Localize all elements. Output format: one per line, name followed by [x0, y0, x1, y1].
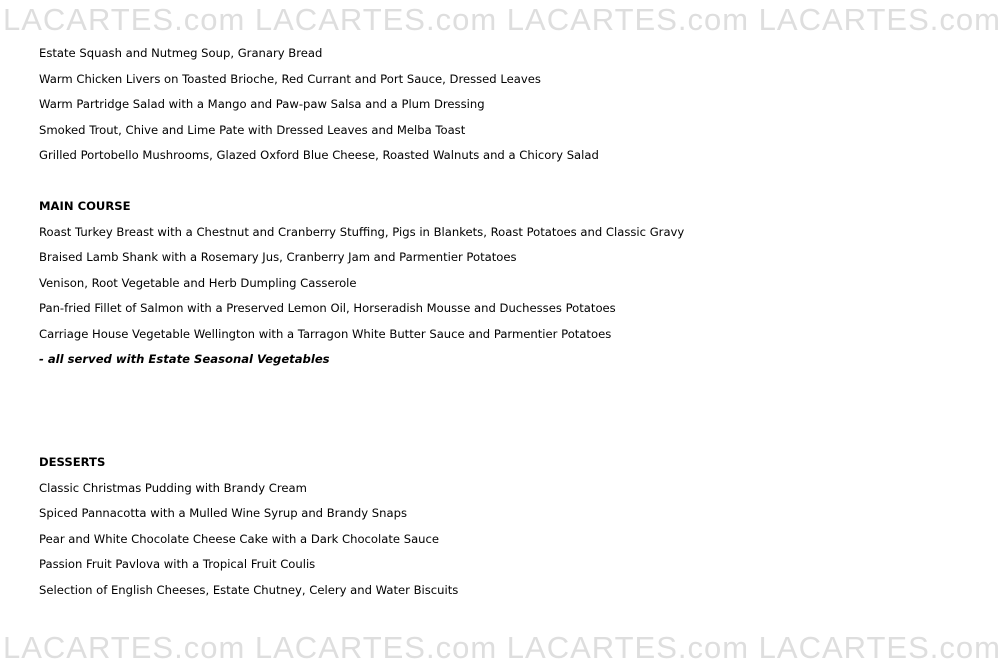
main-course-item: Venison, Root Vegetable and Herb Dumpling Casserole: [39, 276, 357, 290]
main-course-item: Braised Lamb Shank with a Rosemary Jus, Cranberry Jam and Parmentier Potatoes: [39, 250, 517, 264]
main-course-item: Pan-fried Fillet of Salmon with a Preserved Lemon Oil, Horseradish Mousse and Duchesses Potatoes: [39, 301, 616, 315]
main-course-item: Roast Turkey Breast with a Chestnut and Cranberry Stuffing, Pigs in Blankets, Roast Potatoes and Classic Gravy: [39, 225, 685, 239]
dessert-item: Classic Christmas Pudding with Brandy Cream: [39, 481, 307, 495]
dessert-item: Spiced Pannacotta with a Mulled Wine Syrup and Brandy Snaps: [39, 506, 408, 520]
watermark-top: LACARTES.com LACARTES.com LACARTES.com LACARTES.com: [3, 2, 1001, 37]
desserts-heading: DESSERTS: [39, 455, 106, 469]
starter-item: Warm Chicken Livers on Toasted Brioche, Red Currant and Port Sauce, Dressed Leaves: [39, 72, 541, 86]
starter-item: Estate Squash and Nutmeg Soup, Granary Bread: [39, 46, 323, 60]
starter-item: Grilled Portobello Mushrooms, Glazed Oxford Blue Cheese, Roasted Walnuts and a Chicory Salad: [39, 148, 599, 162]
watermark-bottom: LACARTES.com LACARTES.com LACARTES.com LACARTES.com: [3, 630, 1001, 665]
starter-item: Smoked Trout, Chive and Lime Pate with Dressed Leaves and Melba Toast: [39, 123, 466, 137]
main-course-item: Carriage House Vegetable Wellington with a Tarragon White Butter Sauce and Parmentier Potatoes: [39, 327, 612, 341]
main-course-heading: MAIN COURSE: [39, 199, 131, 213]
starter-item: Warm Partridge Salad with a Mango and Paw-paw Salsa and a Plum Dressing: [39, 97, 485, 111]
dessert-item: Selection of English Cheeses, Estate Chutney, Celery and Water Biscuits: [39, 583, 459, 597]
dessert-item: Pear and White Chocolate Cheese Cake with a Dark Chocolate Sauce: [39, 532, 440, 546]
main-course-note: - all served with Estate Seasonal Vegetables: [39, 352, 330, 366]
dessert-item: Passion Fruit Pavlova with a Tropical Fruit Coulis: [39, 557, 316, 571]
